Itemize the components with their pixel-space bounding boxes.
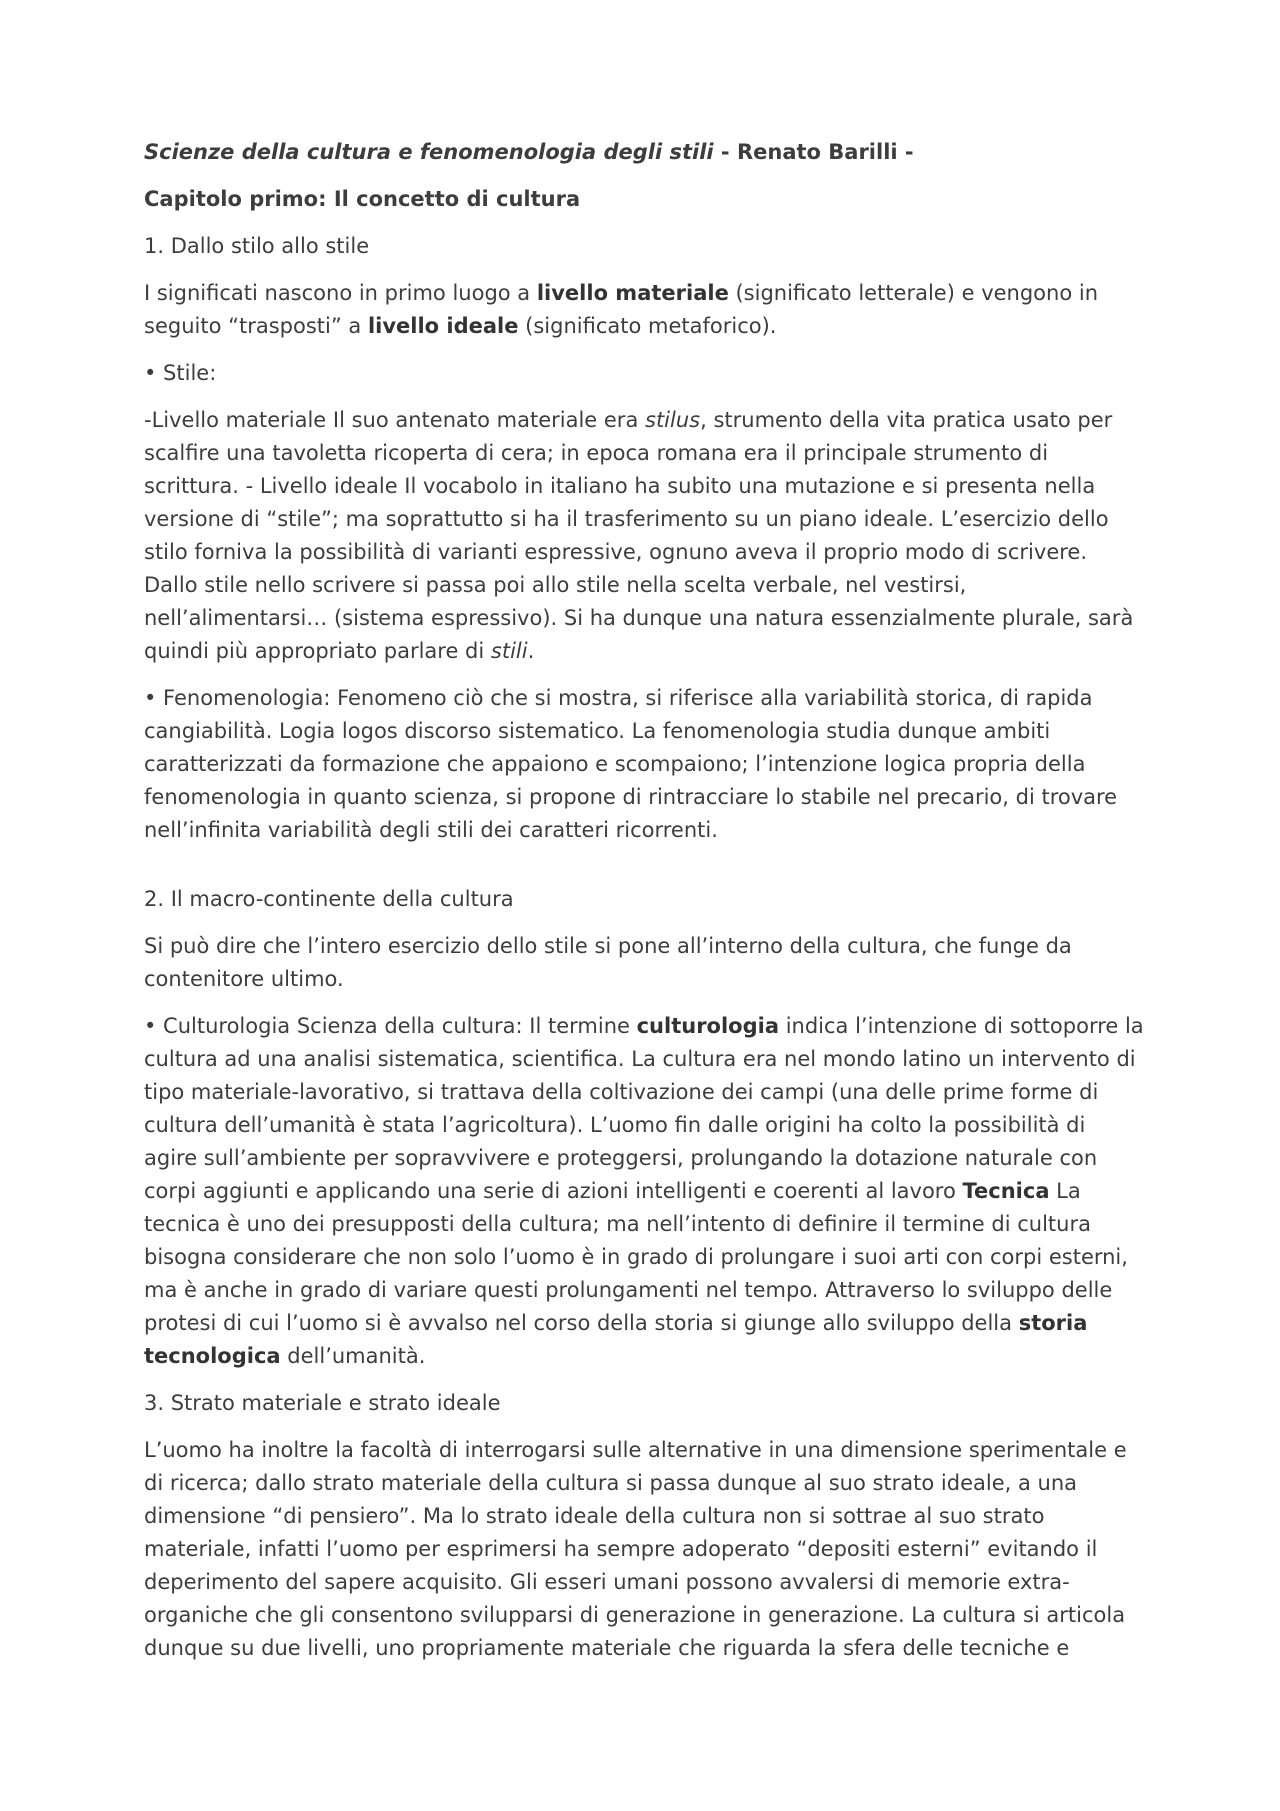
paragraph-significati [144, 277, 1144, 343]
text-run: dell’umanità. [280, 1344, 426, 1368]
document-body [144, 136, 1144, 1679]
document-title [144, 136, 1144, 169]
bold-term: Tecnica [962, 1179, 1050, 1203]
bold-term: livello materiale [536, 281, 729, 305]
section-heading-3: 3. Strato materiale e strato ideale [144, 1391, 501, 1415]
bold-term: storia tecnologica [144, 1311, 1088, 1368]
text-run: -Livello materiale Il suo antenato materiale era [144, 408, 645, 432]
text-run: , strumento della vita pratica usato per scalfire una tavoletta ricoperta di cera; in epoca romana era il principale strumento di scrittura. - Livello ideale Il vocabolo in italiano ha subito una mutazione e si presenta nella versione di “stile”; ma soprattutto si ha il trasferimento su un piano ideale. L’esercizio dello stilo forniva la possibilità di varianti espressive, ognuno aveva il proprio modo di scrivere. Dallo stile nello scrivere si passa poi allo stile nella scelta verbale, nel vestirsi, nell’alimentarsi… (sistema espressivo). Si ha dunque una natura essenzialmente plurale, sarà quindi più appropriato parlare di [144, 408, 1134, 663]
italic-term: stili [490, 639, 528, 663]
text-run: I significati nascono in primo luogo a [144, 281, 537, 305]
paragraph-livello [144, 404, 1144, 668]
paragraph-esercizio: Si può dire che l’intero esercizio dello stile si pone all’interno della cultura, che funge da contenitore ultimo. [144, 934, 1072, 991]
paragraph-strato: L’uomo ha inoltre la facoltà di interrogarsi sulle alternative in una dimensione sperimentale e di ricerca; dallo strato materiale della cultura si passa dunque al suo strato ideale, a una dimensione “di pensiero”. Ma lo strato ideale della cultura non si sottrae al suo strato materiale, infatti l’uomo per esprimersi ha sempre adoperato “depositi esterni” evitando il deperimento del sapere acquisito. Gli esseri umani possono avvalersi di memorie extra-organiche che gli consentono svilupparsi di generazione in generazione. La cultura si articola dunque su due livelli, uno propriamente materiale che riguarda la sfera delle tecniche e [144, 1438, 1127, 1660]
text-run: . [527, 639, 535, 663]
section-heading-2: 2. Il macro-continente della cultura [144, 887, 514, 911]
text-run: (significato letterale) e vengono in seguito “trasposti” a [144, 281, 1099, 338]
section-heading-1: 1. Dallo stilo allo stile [144, 234, 370, 258]
paragraph-fenomenologia: • Fenomenologia: Fenomeno ciò che si mostra, si riferisce alla variabilità storica, di rapida cangiabilità. Logia logos discorso sistematico. La fenomenologia studia dunque ambiti caratterizzati da formazione che appaiono e scompaiono; l’intenzione logica propria della fenomenologia in quanto scienza, si propone di rintracciare lo stabile nel precario, di trovare nell’infinita variabilità degli stili dei caratteri ricorrenti. [144, 686, 1118, 842]
bullet-stile: • Stile: [144, 361, 217, 385]
text-run: indica l’intenzione di sottoporre la cultura ad una analisi sistematica, scientifica. La cultura era nel mondo latino un intervento di tipo materiale-lavorativo, si trattava della coltivazione dei campi (una delle prime forme di cultura dell’umanità è stata l’agricoltura). L’uomo fin dalle origini ha colto la possibilità di agire sull’ambiente per sopravvivere e proteggersi, prolungando la dotazione naturale con corpi aggiunti e applicando una serie di azioni intelligenti e coerenti al lavoro [144, 1014, 1144, 1203]
bold-term: livello ideale [367, 314, 519, 338]
bold-term: culturologia [636, 1014, 780, 1038]
italic-term: stilus [645, 408, 701, 432]
chapter-heading: Capitolo primo: Il concetto di cultura [144, 187, 581, 211]
text-run: (significato metaforico). [518, 314, 777, 338]
author-name: - Renato Barilli - [713, 140, 914, 164]
paragraph-culturologia [144, 1010, 1144, 1373]
book-title: Scienze della cultura e fenomenologia degli stili [144, 140, 714, 164]
text-run: La tecnica è uno dei presupposti della cultura; ma nell’intento di definire il termine di cultura bisogna considerare che non solo l’uomo è in grado di prolungare i suoi arti con corpi esterni, ma è anche in grado di variare questi prolungamenti nel tempo. Attraverso lo sviluppo delle protesi di cui l’uomo si è avvalso nel corso della storia si giunge allo sviluppo della [144, 1179, 1128, 1335]
text-run: • Culturologia Scienza della cultura: Il termine [144, 1014, 637, 1038]
